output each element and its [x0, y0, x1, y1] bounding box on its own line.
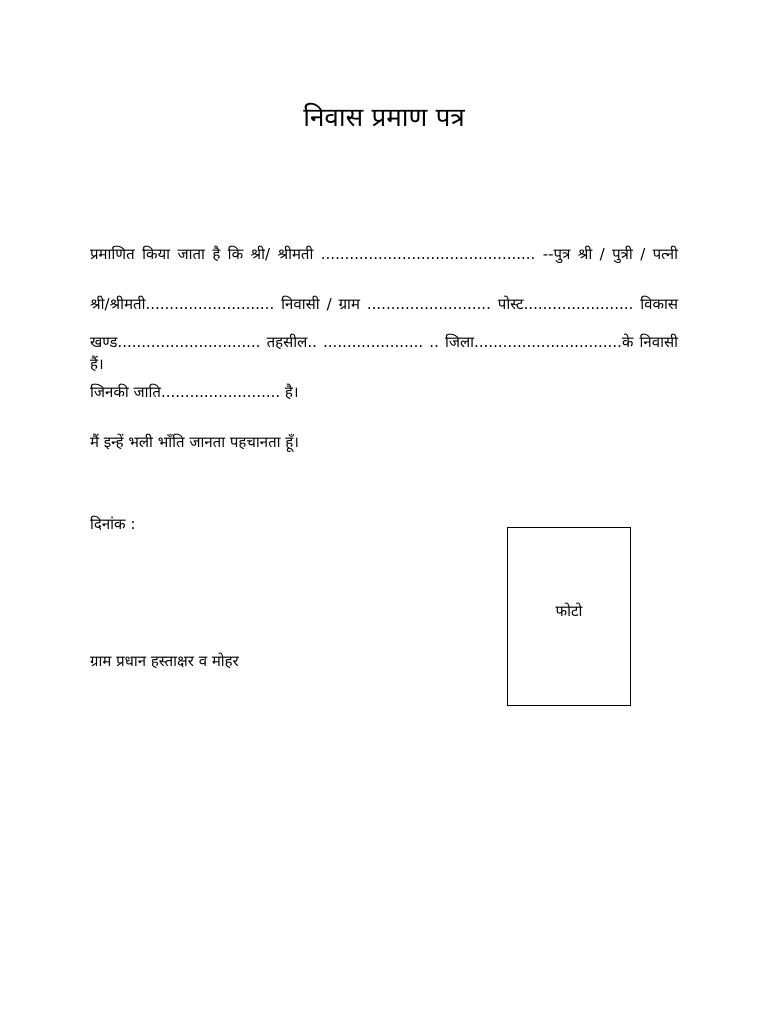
certification-line-1: प्रमाणित किया जाता है कि श्री/ श्रीमती ............................................. --पुत्र श्री / पुत्री / पत्नी — [90, 245, 678, 263]
acquaintance-line: मैं इन्हें भली भाँति जानता पहचानता हूँ। — [90, 433, 299, 451]
signature-label: ग्राम प्रधान हस्ताक्षर व मोहर — [90, 652, 239, 670]
certification-line-2: श्री/श्रीमती........................... निवासी / ग्राम .......................... पोस्ट....................... विकास — [90, 295, 678, 313]
caste-line: जिनकी जाति......................... है। — [90, 383, 299, 401]
document-title: निवास प्रमाण पत्र — [303, 103, 465, 133]
certification-line-3: खण्ड.............................. तहसील.. ..................... .. जिला...............................के निवासी हैं। — [90, 333, 678, 373]
date-label: दिनांक : — [90, 515, 136, 533]
photo-label: फोटो — [555, 602, 583, 620]
photo-box — [507, 527, 631, 706]
